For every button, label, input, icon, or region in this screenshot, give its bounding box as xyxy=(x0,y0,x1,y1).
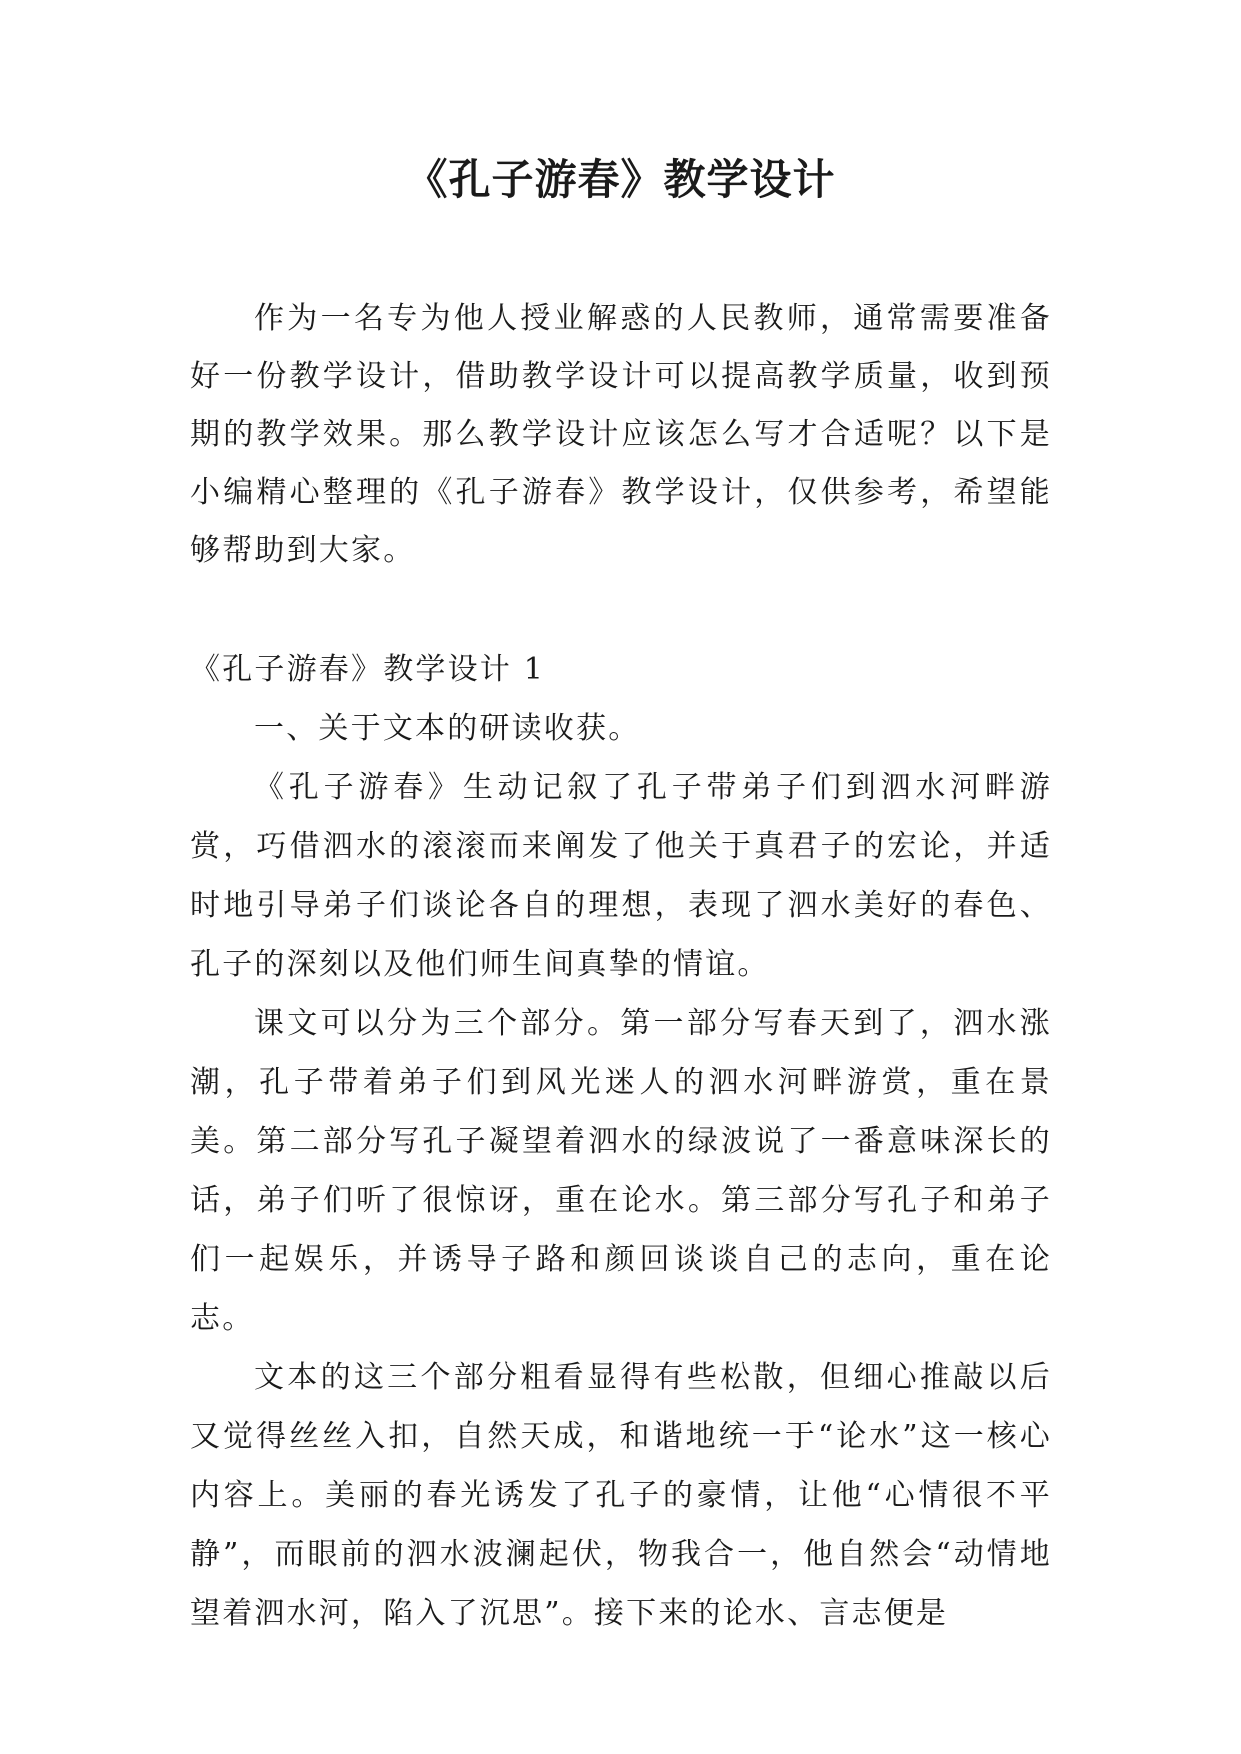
part-heading: 一、关于文本的研读收获。 xyxy=(254,711,641,746)
body-paragraph: 文本的这三个部分粗看显得有些松散，但细心推敲以后又觉得丝丝入扣，自然天成，和谐地统一于“论水”这一核心内容上。美丽的春光诱发了孔子的豪情，让他“心情很不平静”，而眼前的泗水波澜起伏，物我合一，他自然会“动情地望着泗水河，陷入了沉思”。接下来的论水、言志便是 xyxy=(190,1360,1052,1631)
section-heading: 《孔子游春》教学设计 1 xyxy=(190,652,546,687)
intro-paragraph: 作为一名专为他人授业解惑的人民教师，通常需要准备好一份教学设计，借助教学设计可以提高教学质量，收到预期的教学效果。那么教学设计应该怎么写才合适呢？以下是小编精心整理的《孔子游春》教学设计，仅供参考，希望能够帮助到大家。 xyxy=(190,301,1052,568)
body-paragraph: 课文可以分为三个部分。第一部分写春天到了，泗水涨潮，孔子带着弟子们到风光迷人的泗水河畔游赏，重在景美。第二部分写孔子凝望着泗水的绿波说了一番意味深长的话，弟子们听了很惊讶，重在论水。第三部分写孔子和弟子们一起娱乐，并诱导子路和颜回谈谈自己的志向，重在论志。 xyxy=(190,1006,1052,1336)
document-title: 《孔子游春》教学设计 xyxy=(405,155,836,204)
body-paragraph: 《孔子游春》生动记叙了孔子带弟子们到泗水河畔游赏，巧借泗水的滚滚而来阐发了他关于真君子的宏论，并适时地引导弟子们谈论各自的理想，表现了泗水美好的春色、孔子的深刻以及他们师生间真挚的情谊。 xyxy=(190,770,1052,982)
section-1 xyxy=(190,640,1052,1643)
